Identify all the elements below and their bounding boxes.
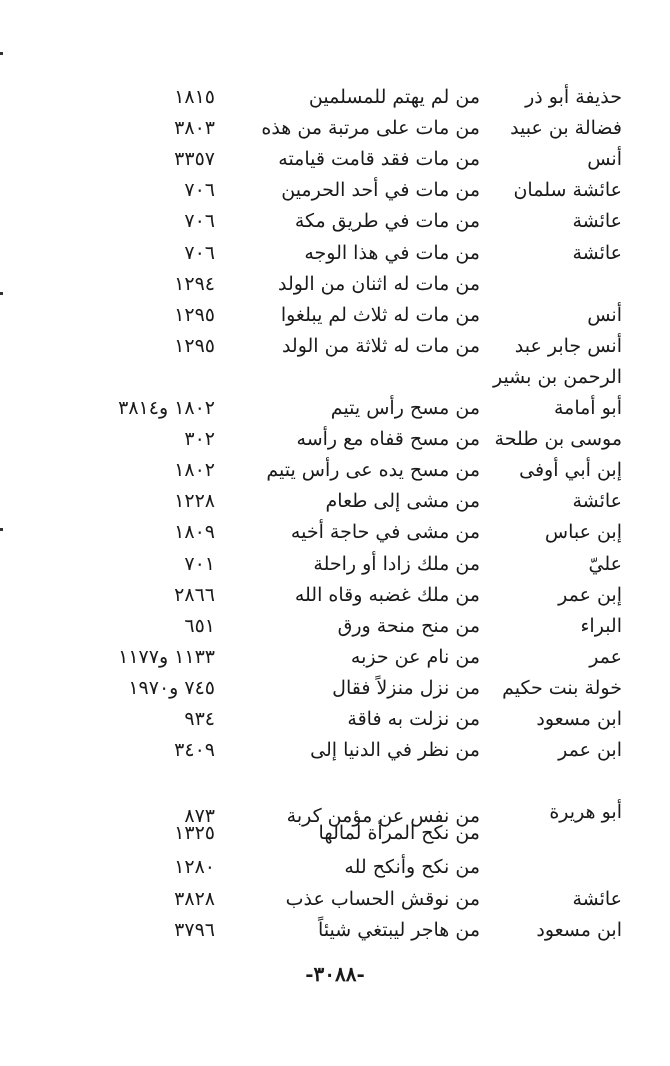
narrator-cell: أنس [587,303,622,326]
narrator-cell: البراء [580,614,622,637]
table-row [0,738,670,770]
narrator-cell: أبو أمامة [553,397,622,419]
hadith-cell: من مسح رأس يتيم [330,397,480,419]
narrator-cell: عائشة [572,210,622,233]
ref-cell: ٣٣٥٧ [174,148,215,171]
ref-cell: ١٨٠٢ [174,459,215,482]
narrator-cell: خولة بنت حكيم [502,676,622,699]
ref-cell: ٣٨٠٣ [174,117,215,140]
narrator-cell: عليّ [588,552,622,575]
ref-cell: ١٨٠٢ و٣٨١٤ [118,397,215,419]
hadith-cell: من مات في طريق مكة [294,210,480,233]
hadith-cell: من نام عن حزبه [350,645,480,668]
narrator-cell: عائشة سلمان [513,179,622,202]
hadith-cell: من مات في هذا الوجه [304,241,480,264]
hadith-cell: من نزلت به فاقة [347,708,480,730]
ref-cell: ١٢٨٠ [174,856,215,878]
table-row [0,458,670,490]
table-row [0,365,670,397]
narrator-cell: أنس جابر عبد [514,334,622,357]
hadith-cell: من مات على مرتبة من هذه [261,117,480,140]
ref-cell: ١١٣٣ و١١٧٧ [118,645,215,668]
ref-cell: ٦٥١ [184,614,215,637]
table-row [0,707,670,739]
hadith-cell: من مسح قفاه مع رأسه [296,428,480,451]
ref-cell: ٧٠٦ [184,241,215,264]
hadith-cell: من نكح وأنكح لله [344,856,480,878]
hadith-cell: من ملك غضبه وقاه الله [294,583,480,606]
ref-cell: ٧٠٦ [184,210,215,233]
hadith-cell: من مشى إلى طعام [325,490,480,513]
hadith-cell: من مات له اثنان من الولد [278,272,480,295]
table-row [0,583,670,615]
table-row [0,552,670,584]
table-row [0,147,670,179]
margin-mark [0,52,3,55]
ref-cell: ٧٤٥ و١٩٧٠ [128,676,215,699]
narrator-cell: أنس [587,148,622,171]
ref-cell: ٩٣٤ [184,708,215,730]
page-number: -٣٠٨٨- [305,962,365,986]
ref-cell: ٣٧٩٦ [174,919,215,941]
table-row [0,334,670,366]
narrator-cell: ابن مسعود [536,919,622,941]
table-row [0,303,670,335]
table-row [0,645,670,677]
ref-cell: ١٢٩٥ [174,303,215,326]
table-row [0,887,670,919]
hadith-text: من نكح المرأة لمالها [318,822,480,844]
hadith-cell: من نوقش الحساب عذب [285,887,480,910]
narrator-cell: إبن عمر [558,583,622,606]
narrator-cell: حذيفة أبو ذر [525,86,622,108]
hadith-text: من نفس عن مؤمن كربة [286,805,480,827]
narrator-cell: ابن مسعود [536,708,622,730]
narrator-cell: فضالة بن عبيد [510,117,622,140]
narrator-cell: أبو هريرة [549,801,622,823]
narrator-cell: عائشة [572,887,622,910]
hadith-cell: من مسح يده عى رأس يتيم [266,459,480,482]
ref-cell: ٧٠٦ [184,179,215,202]
narrator-cell: موسى بن طلحة [494,428,622,451]
ref-number: ٨٧٣ [184,805,215,827]
table-row [0,178,670,210]
table-row [0,241,670,273]
table-row [0,520,670,552]
hadith-cell: من نزل منزلاً فقال [332,676,480,699]
hadith-cell: من مات له ثلاثة من الولد [281,334,480,357]
hadith-cell: من مات فقد قامت قيامته [278,148,480,171]
hadith-cell: من نظر في الدنيا إلى [310,739,480,762]
table-row [0,676,670,708]
ref-cell-stack [174,805,215,844]
ref-number: ١٣٢٥ [174,822,215,844]
ref-cell: ١٨١٥ [174,86,215,108]
narrator-cell: إبن أبي أوفى [519,459,622,482]
narrator-cell: إبن عباس [544,521,622,544]
ref-cell: ٣٠٢ [184,428,215,451]
hadith-cell-stack [286,805,480,844]
table-row [0,918,670,950]
hadith-cell: من مات له ثلاث لم يبلغوا [280,303,480,326]
table-row [0,209,670,241]
table-row [0,614,670,646]
narrator-cell: عائشة [572,241,622,264]
table-row [0,116,670,148]
ref-cell: ٣٨٢٨ [174,887,215,910]
hadith-cell: من لم يهتم للمسلمين [308,86,480,108]
ref-cell: ١٢٩٥ [174,334,215,357]
table-row [0,85,670,117]
table-row [0,272,670,304]
hadith-cell: من هاجر ليبتغي شيئاً [318,919,480,941]
table-row [0,427,670,459]
ref-cell: ٧٠١ [184,552,215,575]
ref-cell: ٣٤٠٩ [174,739,215,762]
hadith-cell: من منح منحة ورق [337,614,480,637]
hadith-cell: من مشى في حاجة أخيه [290,521,480,544]
narrator-cell: عمر [589,645,622,668]
ref-cell: ٢٨٦٦ [174,583,215,606]
narrator-cell: الرحمن بن بشير [492,365,622,388]
table-row [0,855,670,887]
hadith-cell: من ملك زادا أو راحلة [313,552,480,575]
narrator-cell: عائشة [572,490,622,513]
ref-cell: ١٢٢٨ [174,490,215,513]
table-row [0,396,670,428]
table-row [0,489,670,521]
ref-cell: ١٢٩٤ [174,272,215,295]
hadith-cell: من مات في أحد الحرمين [281,179,480,202]
narrator-cell: ابن عمر [558,739,622,762]
table-row [0,801,670,856]
ref-cell: ١٨٠٩ [174,521,215,544]
